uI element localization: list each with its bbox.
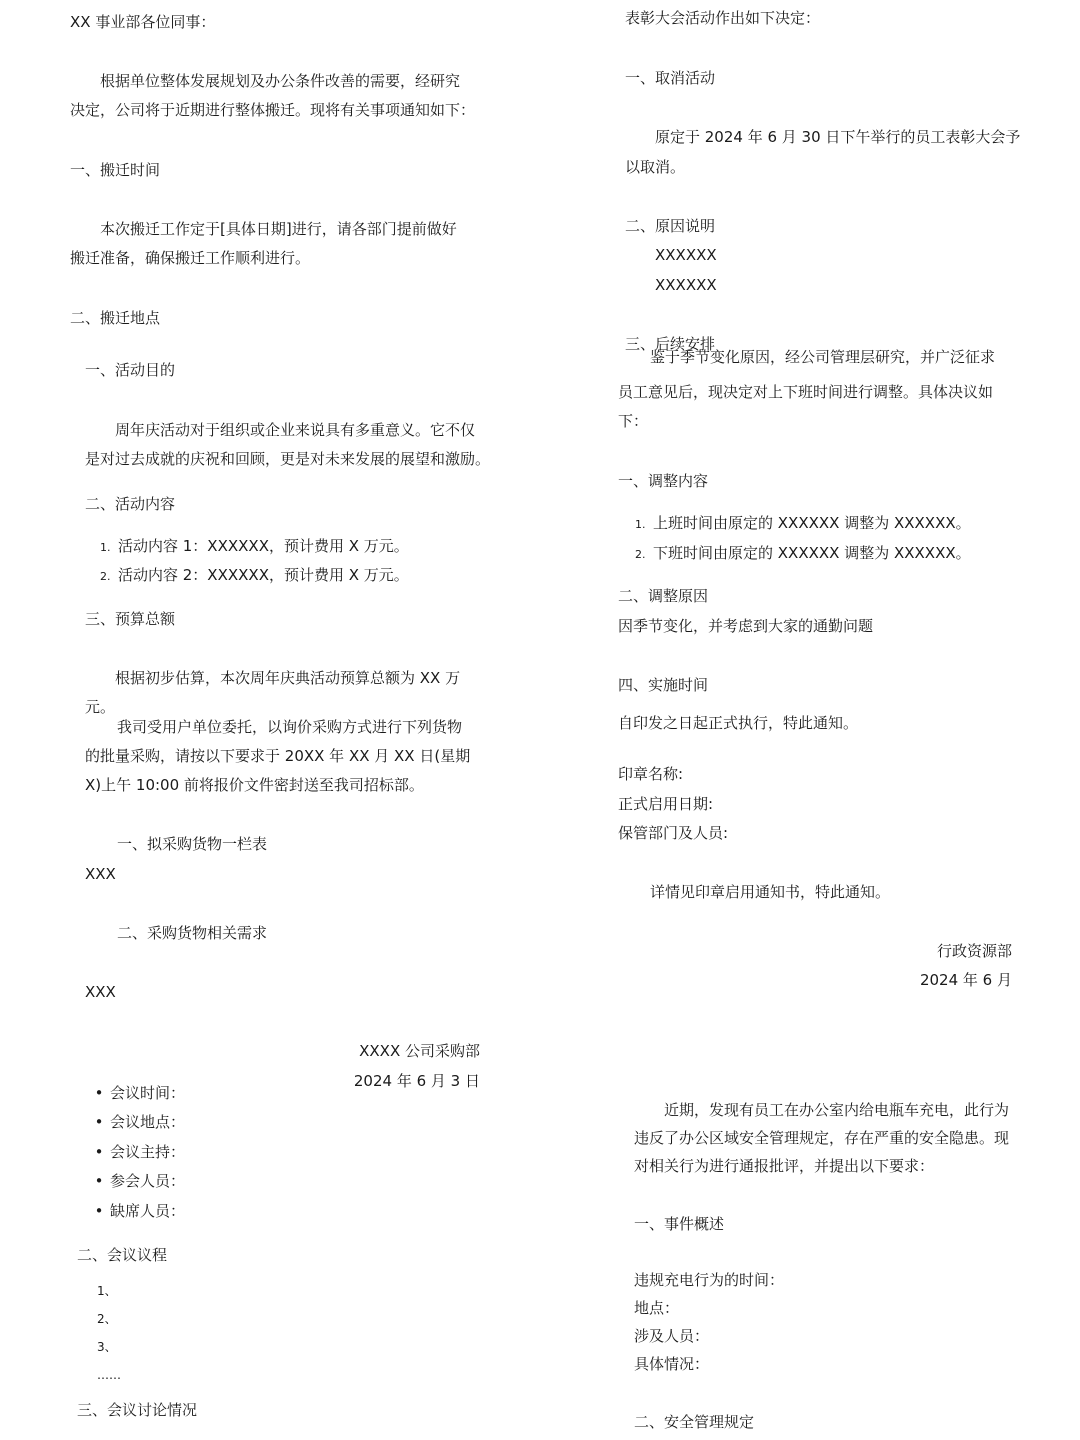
seal-detail-text: 详情见印章启用通知书，特此通知。 bbox=[650, 883, 891, 901]
heading-discussion: 三、会议讨论情况 bbox=[77, 1401, 198, 1419]
list-item bbox=[635, 543, 971, 565]
cancel-commendation bbox=[540, 0, 1080, 356]
list-number: 1. bbox=[100, 541, 111, 554]
agenda-item: 3、 bbox=[97, 1340, 117, 1354]
issuing-date: 2024 年 6 月 bbox=[919, 971, 1012, 989]
purpose-line-2: 是对过去成就的庆祝和回顾，更是对未来发展的展望和激励。 bbox=[85, 450, 491, 468]
list-item bbox=[100, 536, 409, 558]
implementation-partial: 自印发之日起正式执行，特此通知。 bbox=[618, 714, 859, 732]
heading-relocation-place: 二、搬迁地点 bbox=[70, 309, 161, 327]
heading-overview: 一、事件概述 bbox=[634, 1215, 725, 1233]
list-number: 2. bbox=[100, 570, 111, 583]
anniversary-plan bbox=[0, 350, 540, 720]
bullet-item: • 缺席人员： bbox=[94, 1202, 186, 1220]
intro-line-2: 决定，公司将于近期进行整体搬迁。现将有关事项通知如下： bbox=[70, 101, 476, 119]
agenda-item: 1、 bbox=[97, 1284, 117, 1298]
budget-line-1: 根据初步估算，本次周年庆典活动预算总额为 XX 万 bbox=[115, 669, 461, 687]
adjust-line-3: 下： bbox=[618, 412, 649, 430]
heading-cancel: 一、取消活动 bbox=[625, 69, 716, 87]
violation-line-2: 违反了办公区域安全管理规定，存在严重的安全隐患。现 bbox=[634, 1129, 1010, 1147]
bullet-item: • 会议地点： bbox=[94, 1113, 186, 1131]
procure-line-3: X)上午 10:00 前将报价文件密封送至我司招标部。 bbox=[85, 776, 424, 794]
heading-content: 二、活动内容 bbox=[85, 495, 176, 513]
time-line-1: 本次搬迁工作定于[具体日期]进行，请各部门提前做好 bbox=[100, 220, 457, 238]
heading-adjust-reason: 二、调整原因 bbox=[618, 587, 709, 605]
list-text: 上班时间由原定的 XXXXXX 调整为 XXXXXX。 bbox=[653, 514, 971, 532]
seal-keeper-label: 保管部门及人员: bbox=[618, 824, 729, 842]
signature-dept: XXXX 公司采购部 bbox=[359, 1042, 480, 1060]
heading-relocation-time: 一、搬迁时间 bbox=[70, 161, 161, 179]
seal-name-label: 印章名称: bbox=[618, 765, 684, 783]
overview-place-label: 地点： bbox=[634, 1299, 680, 1317]
procure-line-1: 我司受用户单位委托，以询价采购方式进行下列货物 bbox=[117, 718, 463, 736]
goods-list-value: XXX bbox=[85, 865, 116, 883]
bullet-item: • 会议时间： bbox=[94, 1084, 186, 1102]
heading-follow-up: 三、后续安排 bbox=[625, 335, 716, 353]
procure-line-2: 的批量采购，请按以下要求于 20XX 年 XX 月 XX 日(星期 bbox=[85, 747, 471, 765]
violation-line-3: 对相关行为进行通报批评，并提出以下要求： bbox=[634, 1157, 935, 1175]
decision-top-line: 表彰大会活动作出如下决定： bbox=[625, 9, 821, 27]
heading-implementation: 四、实施时间 bbox=[618, 676, 709, 694]
procurement-notice bbox=[0, 716, 540, 1090]
heading-adjust-content: 一、调整内容 bbox=[618, 472, 709, 490]
heading-safety-rules: 二、安全管理规定 bbox=[634, 1413, 755, 1431]
agenda-item: 2、 bbox=[97, 1312, 117, 1326]
list-text: 活动内容 2：XXXXXX，预计费用 X 万元。 bbox=[118, 566, 409, 584]
purpose-line-1: 周年庆活动对于组织或企业来说具有多重意义。它不仅 bbox=[115, 421, 476, 439]
goods-requirements-value: XXX bbox=[85, 983, 116, 1001]
list-item bbox=[100, 565, 409, 587]
adjust-partial-top: 鉴于季节变化原因，经公司管理层研究，并广泛征求 bbox=[650, 348, 996, 366]
reason-value-2: XXXXXX bbox=[655, 276, 717, 294]
heading-goods-list: 一、拟采购货物一栏表 bbox=[117, 835, 268, 853]
budget-line-2: 元。 bbox=[85, 698, 116, 716]
violation-line-1: 近期，发现有员工在办公室内给电瓶车充电，此行为 bbox=[664, 1101, 1010, 1119]
seal-activation-notice bbox=[540, 756, 1080, 1056]
safety-violation-notice bbox=[540, 1090, 1080, 1440]
work-hours-adjustment bbox=[540, 348, 1080, 732]
heading-agenda: 二、会议议程 bbox=[77, 1246, 168, 1264]
heading-reason: 二、原因说明 bbox=[625, 217, 716, 235]
agenda-item: …… bbox=[97, 1368, 121, 1382]
seal-start-date-label: 正式启用日期: bbox=[618, 795, 714, 813]
issuing-dept: 行政资源部 bbox=[936, 942, 1012, 960]
adjust-reason-text: 因季节变化，并考虑到大家的通勤问题 bbox=[618, 617, 874, 635]
bullet-item: • 会议主持： bbox=[94, 1143, 186, 1161]
time-line-2: 搬迁准备，确保搬迁工作顺利进行。 bbox=[70, 249, 311, 267]
list-text: 下班时间由原定的 XXXXXX 调整为 XXXXXX。 bbox=[653, 544, 971, 562]
list-number: 2. bbox=[635, 548, 646, 561]
meeting-minutes bbox=[0, 1081, 540, 1440]
cancel-line-2: 以取消。 bbox=[625, 158, 686, 176]
adjust-line-2: 员工意见后，现决定对上下班时间进行调整。具体决议如 bbox=[618, 383, 994, 401]
reason-value-1: XXXXXX bbox=[655, 246, 717, 264]
signature-date: 2024 年 6 月 3 日 bbox=[353, 1072, 480, 1090]
list-number: 1. bbox=[635, 518, 646, 531]
list-item bbox=[635, 513, 971, 535]
cancel-line-1: 原定于 2024 年 6 月 30 日下午举行的员工表彰大会予 bbox=[655, 128, 1021, 146]
heading-purpose: 一、活动目的 bbox=[85, 361, 176, 379]
list-text: 活动内容 1：XXXXXX，预计费用 X 万元。 bbox=[118, 537, 409, 555]
relocation-notice bbox=[0, 0, 540, 340]
heading-budget: 三、预算总额 bbox=[85, 610, 176, 628]
bullet-item: • 参会人员： bbox=[94, 1172, 186, 1190]
intro-line-1: 根据单位整体发展规划及办公条件改善的需要，经研究 bbox=[100, 72, 461, 90]
overview-time-label: 违规充电行为的时间： bbox=[634, 1271, 785, 1289]
heading-goods-requirements: 二、采购货物相关需求 bbox=[117, 924, 268, 942]
greeting: XX 事业部各位同事： bbox=[70, 13, 216, 31]
overview-people-label: 涉及人员： bbox=[634, 1327, 710, 1345]
overview-detail-label: 具体情况： bbox=[634, 1355, 710, 1373]
